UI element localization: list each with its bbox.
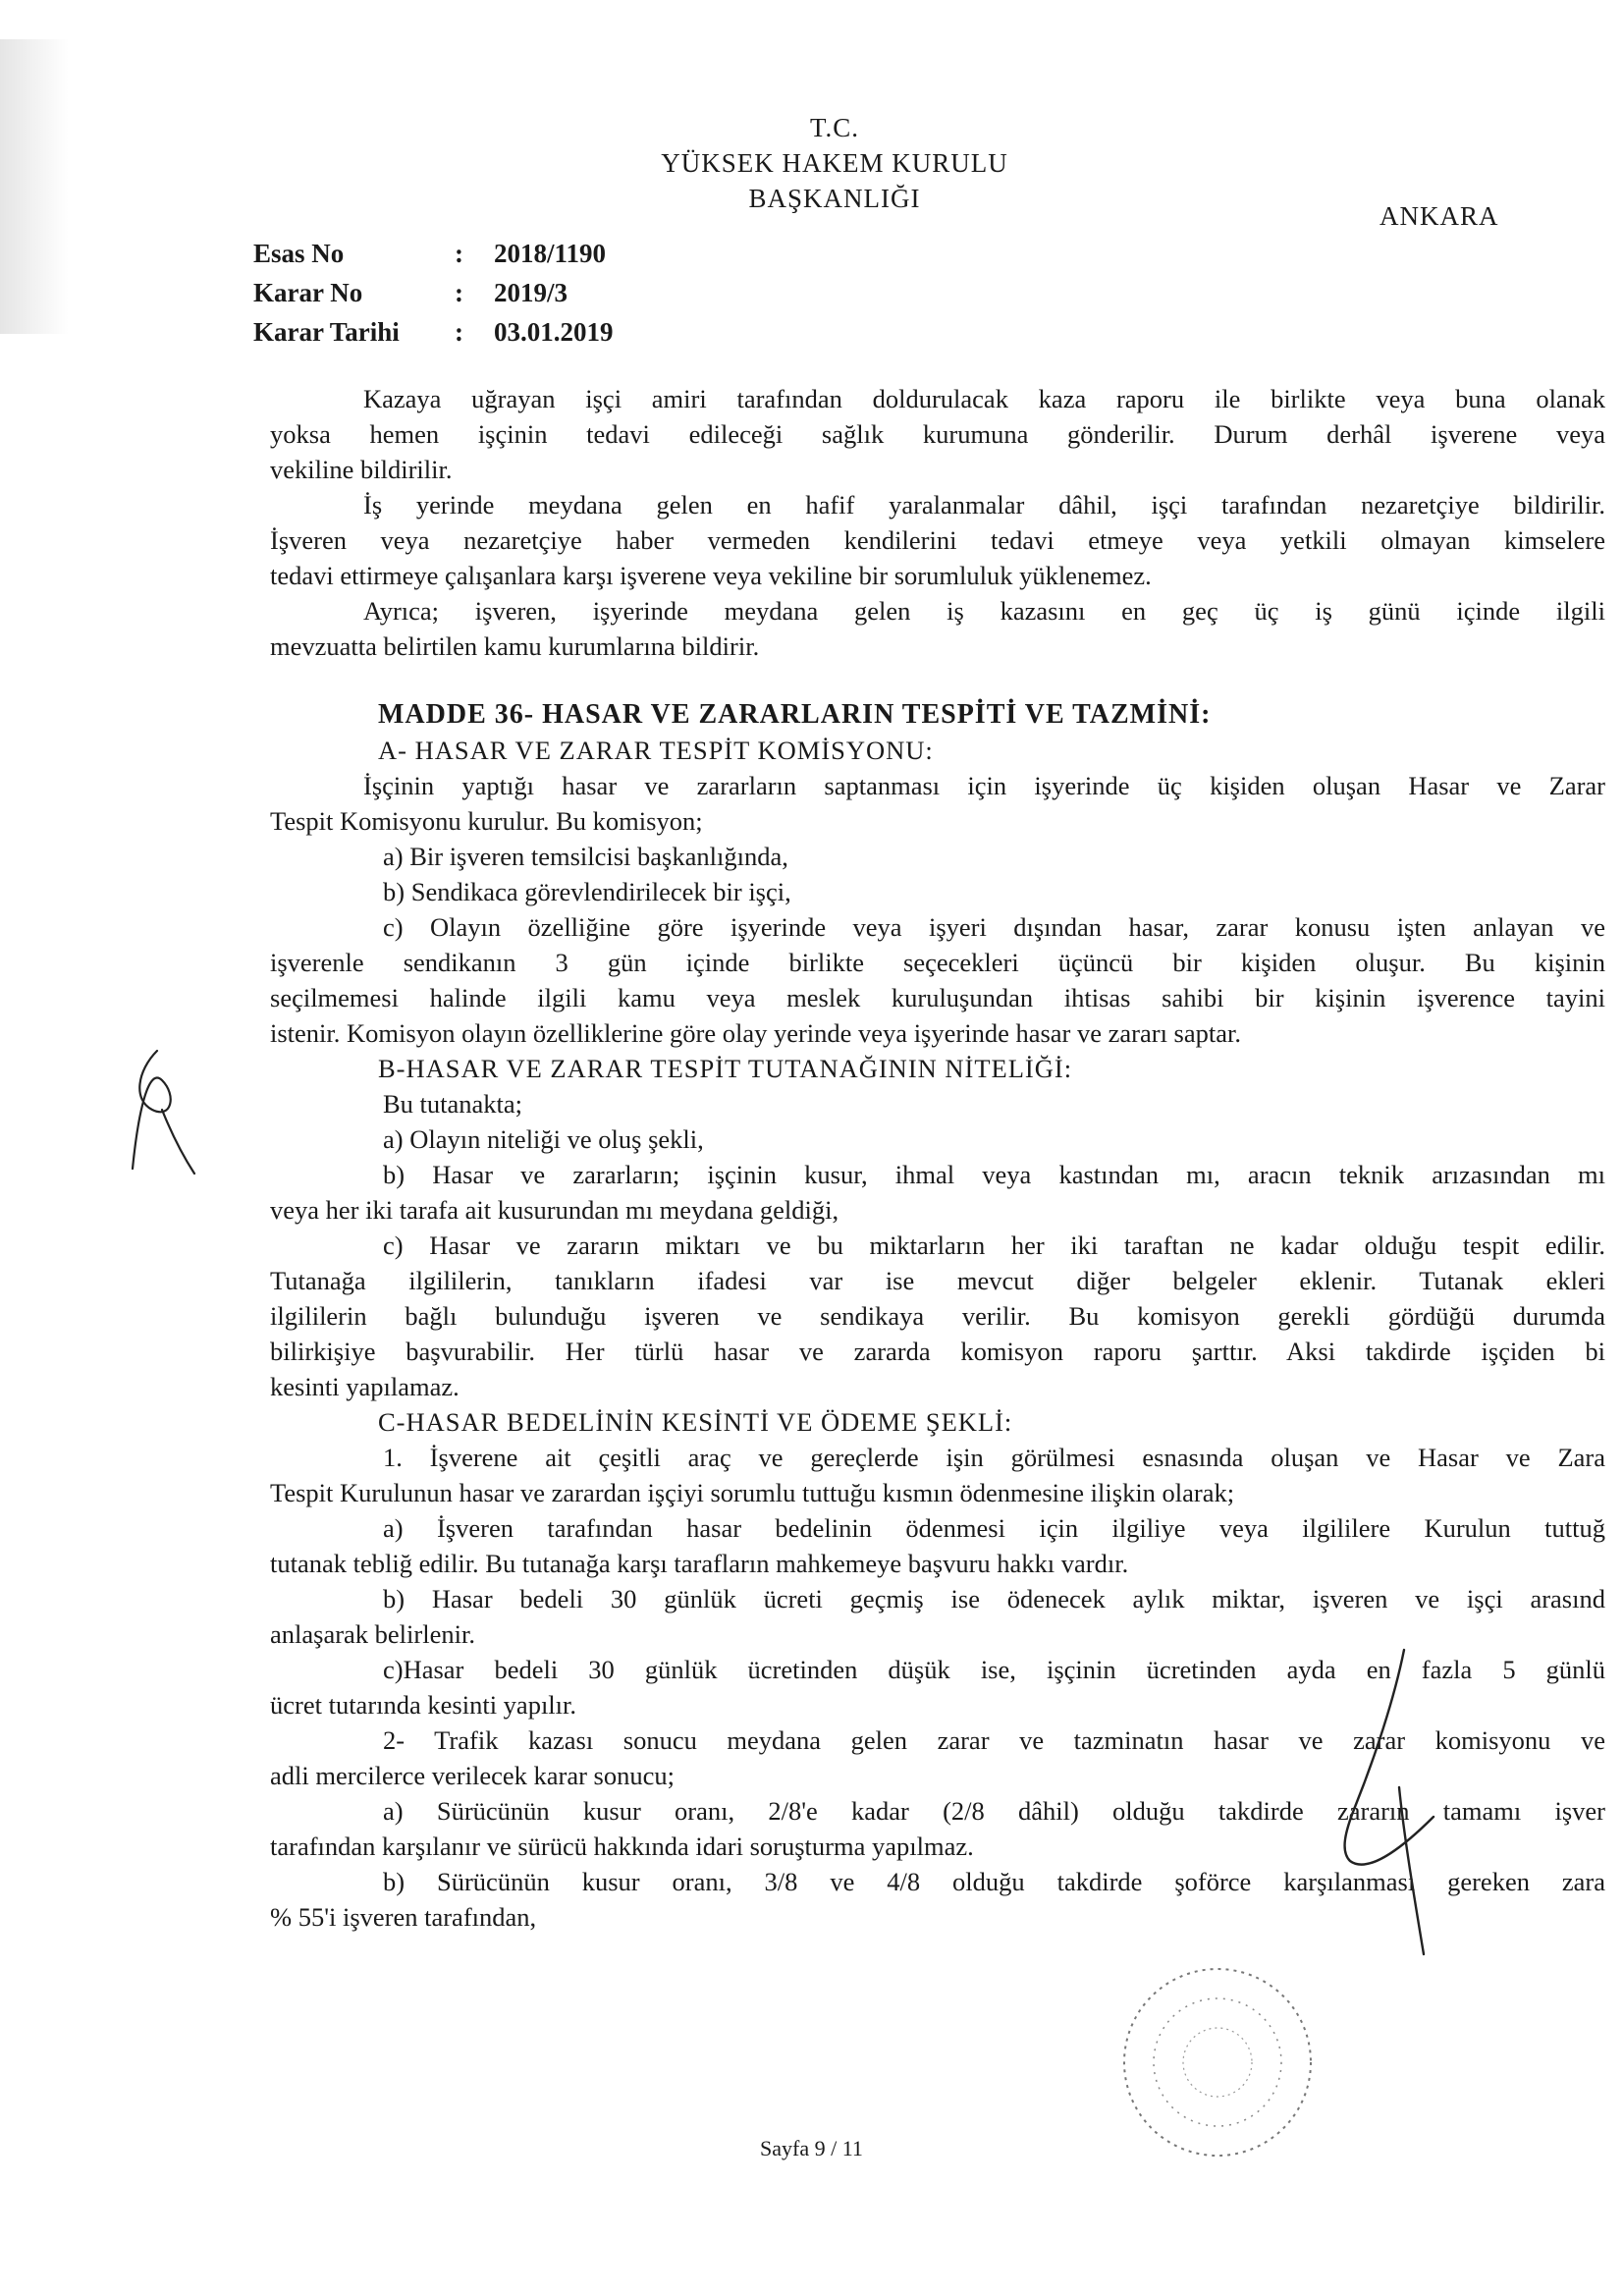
text-line: Kazaya uğrayan işçi amiri tarafından doldurulacak kaza raporu ile birlikte veya buna olanak — [363, 384, 1605, 413]
list-item: 2- Trafik kazası sonucu meydana gelen zarar ve tazminatın hasar ve zarar komisyonu ve — [383, 1725, 1605, 1755]
case-metadata — [253, 234, 614, 352]
text-line: Ayrıca; işveren, işyerinde meydana gelen iş kazasını en geç üç iş günü içinde ilgili — [363, 596, 1605, 626]
list-item: b) Hasar bedeli 30 günlük ücreti geçmiş ise ödenecek aylık miktar, işveren ve işçi arasınd — [383, 1584, 1605, 1613]
text-line: tutanak tebliğ edilir. Bu tutanağa karşı tarafların mahkemeye başvuru hakkı vardır. — [270, 1549, 1129, 1578]
signature-mark — [1316, 1640, 1463, 1964]
text-line: Tutanağa ilgililerin, tanıkların ifadesi var ise mevcut diğer belgeler eklenir. Tutanak ekleri — [270, 1266, 1605, 1295]
text-line: mevzuatta belirtilen kamu kurumlarına bildirir. — [270, 631, 760, 661]
meta-key: Esas No — [253, 239, 345, 268]
header-tc: T.C. — [810, 113, 859, 142]
text-line: veya her iki tarafa ait kusurundan mı meydana geldiği, — [270, 1195, 839, 1225]
list-item: b) Sendikaca görevlendirilecek bir işçi, — [383, 877, 791, 906]
meta-separator: : — [455, 278, 463, 307]
meta-key: Karar Tarihi — [253, 317, 400, 347]
text-line: İş yerinde meydana gelen en hafif yaralanmalar dâhil, işçi tarafından nezaretçiye bildirilir. — [363, 490, 1605, 519]
section-b-title: B-HASAR VE ZARAR TESPİT TUTANAĞININ NİTELİĞİ: — [378, 1054, 1073, 1083]
list-item: b) Hasar ve zararların; işçinin kusur, ihmal veya kastından mı, aracın teknik arızasından mı — [383, 1160, 1605, 1189]
list-item: a) Sürücünün kusur oranı, 2/8'e kadar (2/8 dâhil) olduğu takdirde zararın tamamı işver — [383, 1796, 1605, 1826]
text-line: Tespit Komisyonu kurulur. Bu komisyon; — [270, 806, 703, 836]
list-item: b) Sürücünün kusur oranı, 3/8 ve 4/8 olduğu takdirde şoförce karşılanması gereken zara — [383, 1867, 1605, 1896]
text-line: kesinti yapılamaz. — [270, 1372, 460, 1401]
page-number: Sayfa 9 / 11 — [760, 2136, 863, 2160]
list-item: c) Olayın özelliğine göre işyerinde veya işyeri dışından hasar, zarar konusu işten anlayan ve — [383, 912, 1605, 942]
text-line: adli mercilerce verilecek karar sonucu; — [270, 1761, 675, 1790]
meta-row-karar — [253, 273, 614, 312]
meta-value: 2018/1190 — [494, 239, 607, 268]
meta-row-tarih — [253, 312, 614, 352]
section-a-title: A- HASAR VE ZARAR TESPİT KOMİSYONU: — [378, 736, 934, 765]
header-department: BAŞKANLIĞI — [748, 184, 921, 213]
meta-value: 2019/3 — [494, 278, 568, 307]
list-item: c)Hasar bedeli 30 günlük ücretinden düşük ise, işçinin ücretinden ayda en fazla 5 günlü — [383, 1655, 1605, 1684]
meta-value: 03.01.2019 — [494, 317, 614, 347]
meta-row-esas — [253, 234, 614, 273]
list-item: c) Hasar ve zararın miktarı ve bu miktarların her iki taraftan ne kadar olduğu tespit edilir. — [383, 1230, 1605, 1260]
text-line: ilgililerin bağlı bulunduğu işveren ve sendikaya verilir. Bu komisyon gerekli gördüğü durumda — [270, 1301, 1605, 1331]
list-item: a) Bir işveren temsilcisi başkanlığında, — [383, 842, 788, 871]
text-line: bilirkişiye başvurabilir. Her türlü hasar ve zararda komisyon raporu şarttır. Aksi takdirde işçiden bi — [270, 1337, 1605, 1366]
list-item: a) Olayın niteliği ve oluş şekli, — [383, 1124, 704, 1154]
official-stamp — [1109, 1954, 1325, 2170]
text-line: istenir. Komisyon olayın özelliklerine göre olay yerinde veya işyerinde hasar ve zararı saptar. — [270, 1018, 1241, 1048]
document-header — [589, 110, 1080, 216]
meta-key: Karar No — [253, 278, 363, 307]
text-line: % 55'i işveren tarafından, — [270, 1902, 537, 1932]
meta-separator: : — [455, 239, 463, 268]
text-line: tarafından karşılanır ve sürücü hakkında idari soruşturma yapılmaz. — [270, 1831, 974, 1861]
text-line: ücret tutarında kesinti yapılır. — [270, 1690, 577, 1720]
list-item: a) İşveren tarafından hasar bedelinin ödenmesi için ilgiliye veya ilgililere Kurulun tuttuğ — [383, 1513, 1605, 1543]
margin-initial-mark — [118, 1041, 206, 1188]
text-line: anlaşarak belirlenir. — [270, 1619, 475, 1649]
article-heading: MADDE 36- HASAR VE ZARARLARIN TESPİTİ VE TAZMİNİ: — [378, 699, 1212, 730]
text-line: İşveren veya nezaretçiye haber vermeden kendilerini tedavi etmeye veya yetkili olmayan kimselere — [270, 525, 1605, 555]
text-line: yoksa hemen işçinin tedavi edileceği sağlık kurumuna gönderilir. Durum derhâl işverene veya — [270, 419, 1605, 449]
text-line: Tespit Kurulunun hasar ve zarardan işçiyi sorumlu tuttuğu kısmın ödenmesine ilişkin olarak; — [270, 1478, 1235, 1507]
text-line: işverenle sendikanın 3 gün içinde birlikte seçecekleri üçüncü bir kişiden oluşur. Bu kişinin — [270, 948, 1605, 977]
text-line: tedavi ettirmeye çalışanlara karşı işverene veya vekiline bir sorumluluk yüklenemez. — [270, 561, 1152, 590]
text-line: vekiline bildirilir. — [270, 455, 453, 484]
text-line: Bu tutanakta; — [383, 1089, 523, 1119]
header-city: ANKARA — [1380, 201, 1499, 231]
meta-separator: : — [455, 317, 463, 347]
text-line: İşçinin yaptığı hasar ve zararların saptanması için işyerinde üç kişiden oluşan Hasar ve Zarar — [363, 771, 1605, 800]
scan-edge-shadow — [0, 39, 69, 334]
header-institution: YÜKSEK HAKEM KURULU — [661, 148, 1008, 178]
list-item: 1. İşverene ait çeşitli araç ve gereçlerde işin görülmesi esnasında oluşan ve Hasar ve Zara — [383, 1443, 1605, 1472]
section-c-title: C-HASAR BEDELİNİN KESİNTİ VE ÖDEME ŞEKLİ: — [378, 1407, 1013, 1437]
text-line: seçilmemesi halinde ilgili kamu veya meslek kuruluşundan ihtisas sahibi bir kişinin işverence tayini — [270, 983, 1605, 1012]
